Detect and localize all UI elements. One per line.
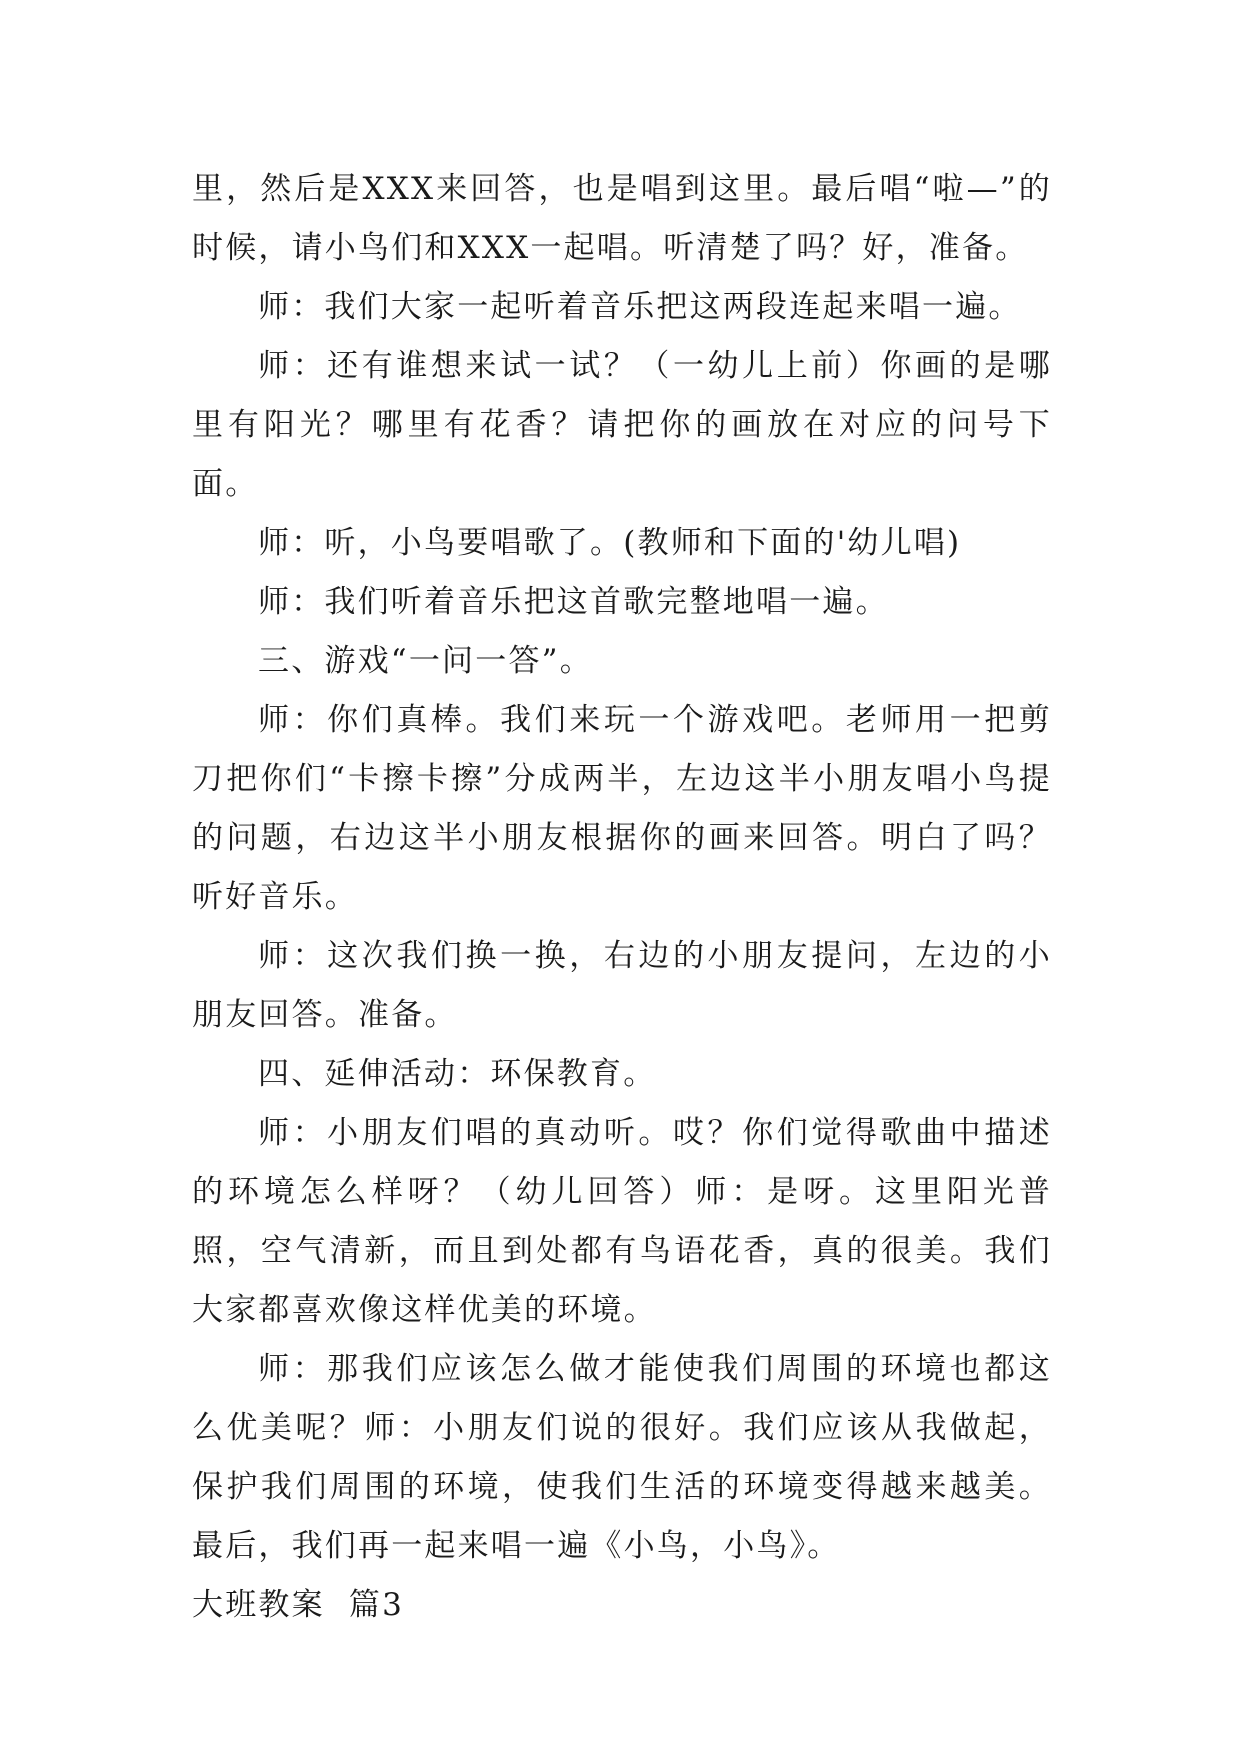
paragraph-8: 师：这次我们换一换，右边的小朋友提问，左边的小朋友回答。准备。 <box>192 938 1052 1033</box>
document-body <box>192 160 1052 1635</box>
paragraph-4: 师：听，小鸟要唱歌了。(教师和下面的'幼儿唱) <box>258 525 962 561</box>
paragraph-7: 师：你们真棒。我们来玩一个游戏吧。老师用一把剪刀把你们“卡擦卡擦”分成两半，左边这半小朋友唱小鸟提的问题，右边这半小朋友根据你的画来回答。明白了吗？听好音乐。 <box>192 702 1052 915</box>
paragraph-2: 师：我们大家一起听着音乐把这两段连起来唱一遍。 <box>258 289 1022 325</box>
section-heading-game: 三、游戏“一问一答”。 <box>258 643 593 679</box>
paragraph-1: 里，然后是XXX来回答，也是唱到这里。最后唱“啦—”的时候，请小鸟们和XXX一起唱。听清楚了吗？好，准备。 <box>192 171 1052 266</box>
section-title: 大班教案 篇3 <box>192 1587 405 1623</box>
paragraph-3: 师：还有谁想来试一试？（一幼儿上前）你画的是哪里有阳光？哪里有花香？请把你的画放在对应的问号下面。 <box>192 348 1052 502</box>
paragraph-5: 师：我们听着音乐把这首歌完整地唱一遍。 <box>258 584 889 620</box>
section-heading-extension: 四、延伸活动：环保教育。 <box>258 1056 657 1092</box>
paragraph-10: 师：小朋友们唱的真动听。哎？你们觉得歌曲中描述的环境怎么样呀？（幼儿回答）师：是呀。这里阳光普照，空气清新，而且到处都有鸟语花香，真的很美。我们大家都喜欢像这样优美的环境。 <box>192 1115 1052 1328</box>
paragraph-11: 师：那我们应该怎么做才能使我们周围的环境也都这么优美呢？师：小朋友们说的很好。我们应该从我做起，保护我们周围的环境，使我们生活的环境变得越来越美。最后，我们再一起来唱一遍《小鸟，小鸟》。 <box>192 1351 1052 1564</box>
